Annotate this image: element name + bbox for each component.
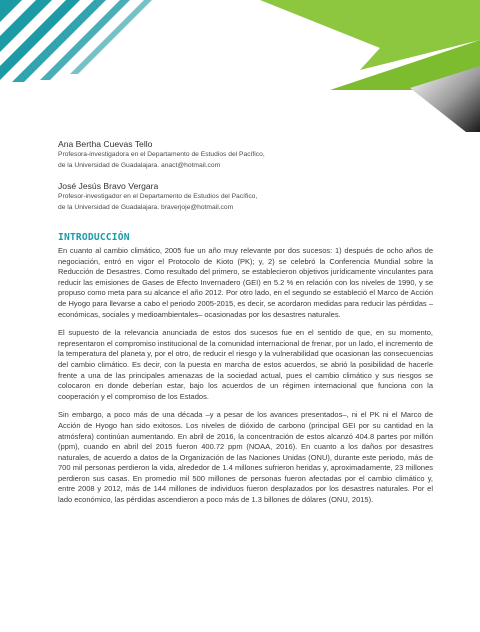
- paragraph: El supuesto de la relevancia anunciada de estos dos sucesos fue en el sentido de que, en su momento, representaron el compromiso institucional de la comunidad internacional de frenar, por un lado, el incremento de la temperatura del planeta y, por el otro, de reducir el riesgo y la vulnerabilidad que ocasionan las consecuencias del cambio climático. Es decir, con la puesta en marcha de estos acuerdos, se abrió la posibilidad de hacerle frente a una de las principales amenazas de la sociedad actual, pues el cambio climático y sus riesgos se colocaron en donde deberían estar, bajo los acuerdos de un régimen internacional que funciona con la cooperación y el compromiso de los Estados.: [58, 328, 433, 401]
- teal-stripe-2: [0, 0, 52, 52]
- article-body: [58, 246, 433, 514]
- lime-wedge-shape: [260, 0, 480, 70]
- section-heading: INTRODUCCIÓN: [58, 232, 130, 243]
- paragraph: En cuanto al cambio climático, 2005 fue un año muy relevante por dos sucesos: 1) después de ocho años de negociación, entró en vigor el Protocolo de Kioto (PK); y, 2) se celebró la Conferencia Mundial sobre la Reducción de Desastres. Como resultado del primero, se establecieron objetivos jurídicamente vinculantes para reducir las emisiones de Gases de Efecto Invernadero (GEI) en 5.2 % en relación con los niveles de 1990, y se propuso como meta para su alcance el año 2012. Por otro lado, en el segundo se estableció el Marco de Acción de Hyogo para llevarse a cabo el periodo 2005-2015, es decir, se acordaron medidas para reducir las pérdidas –económicas, sociales y medioambientales– ocasionadas por los desastres naturales.: [58, 246, 433, 319]
- teal-stripe-3: [0, 0, 80, 80]
- author-affiliation-email: de la Universidad de Guadalajara. anact@hotmail.com: [58, 161, 221, 169]
- author-name: Ana Bertha Cuevas Tello: [58, 139, 153, 149]
- author-entry: [58, 180, 438, 213]
- teal-stripe-1: [0, 0, 22, 22]
- teal-stripe-4: [12, 0, 106, 82]
- teal-stripe-5: [40, 0, 130, 80]
- author-affiliation-email: de la Universidad de Guadalajara. braverjoje@hotmail.com: [58, 203, 234, 211]
- authors-block: [58, 138, 438, 222]
- author-affiliation: Profesora-investigadora en el Departamento de Estudios del Pacífico,: [58, 151, 265, 158]
- dark-gradient-shape: [410, 66, 480, 132]
- author-affiliation: Profesor-investigador en el Departamento de Estudios del Pacífico,: [58, 193, 258, 200]
- decorative-header-graphic: [0, 0, 480, 132]
- author-entry: [58, 138, 438, 171]
- teal-stripe-6: [70, 0, 152, 74]
- paragraph: Sin embargo, a poco más de una década –y a pesar de los avances presentados–, ni el PK ni el Marco de Acción de Hyogo han sido exitosos. Los niveles de dióxido de carbono (principal GEI por su cantidad en la atmósfera) continúan aumentando. En abril de 2016, la concentración de estos alcanzó 404.8 partes por millón (ppm), cuando en abril del 2015 fueron 400.72 ppm (NOAA, 2016). En cuanto a los daños por desastres naturales, de acuerdo a datos de la Organización de las Naciones Unidas (ONU), durante este periodo, más de 700 mil personas perdieron la vida, alrededor de 1.4 millones sufrieron heridas y, aproximadamente, 23 millones perdieron sus casas. En promedio mil 500 millones de personas fueron afectadas por el cambio climático y, entre 2008 y 2012, más de 144 millones de individuos fueron desplazados por los desastres naturales. Por el lado económico, las pérdidas ascendieron a poco más de 1.3 billones de dólares (ONU, 2015).: [58, 410, 433, 505]
- author-name: José Jesús Bravo Vergara: [58, 181, 159, 191]
- lime-wedge-lower: [330, 40, 480, 90]
